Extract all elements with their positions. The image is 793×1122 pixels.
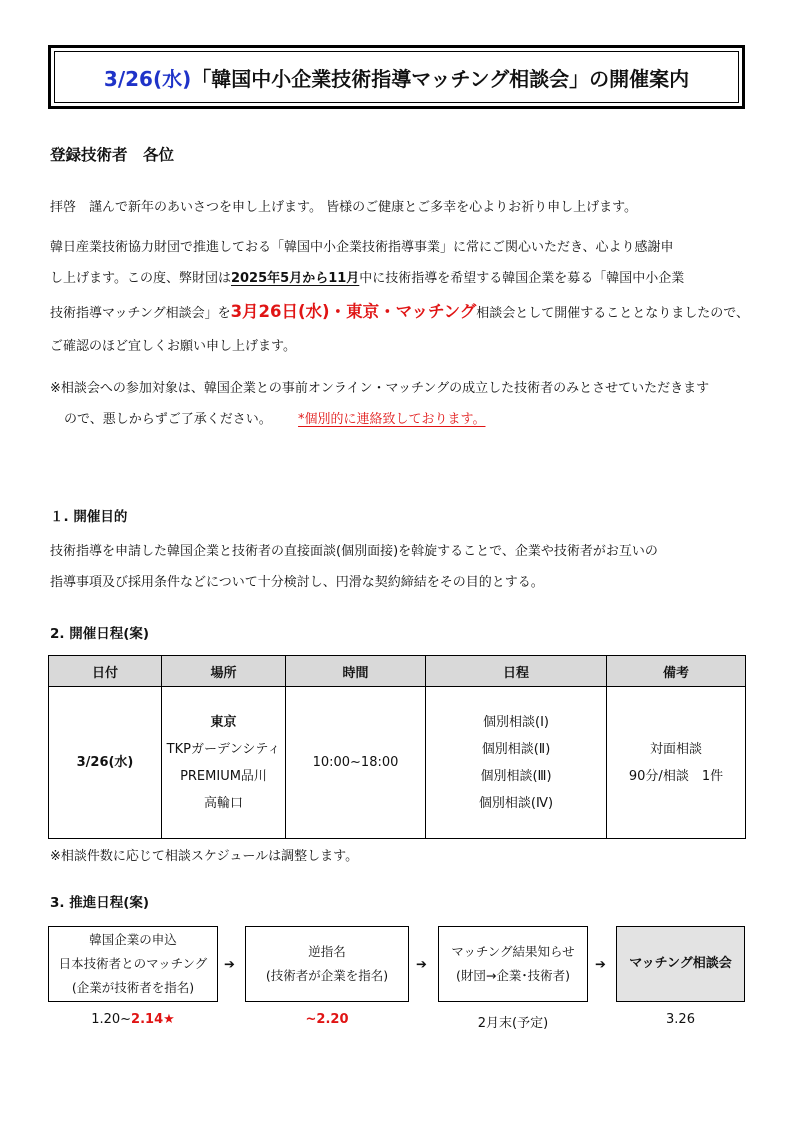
flow-step-4: [616, 926, 745, 1002]
flow-date-3: 2月末(予定): [477, 1016, 549, 1031]
flow-date-1: [48, 1012, 218, 1027]
schedule-footnote: ※相談件数に応じて相談スケジュールは調整します。: [50, 849, 359, 864]
intro-line-4-b: 相談会として開催することとなりましたので、: [476, 306, 750, 321]
table-row: [49, 687, 746, 839]
intro-line-3-b: 中に技術指導を希望する韓国企業を募る「韓国中小企業: [359, 271, 685, 286]
schedule-table: [48, 655, 746, 839]
place-city: 東京: [210, 714, 237, 730]
salutation: 登録技術者 各位: [50, 146, 175, 164]
flow-step-text: (企業が技術者を指名): [71, 980, 195, 995]
project-period: 2025年5月から11月: [230, 271, 360, 286]
participation-note-line-2: [64, 405, 486, 434]
flow-step-2: [245, 926, 409, 1002]
flow-step-text: (財団→企業･技術者): [456, 968, 570, 983]
intro-line-3-a: し上げます。この度、弊財団は: [50, 271, 231, 286]
flow-step-1: [48, 926, 218, 1002]
intro-line-4: [50, 297, 749, 328]
section-1-line-2: 指導事項及び採用条件などについて十分検討し、円滑な契約締結をその目的とする。: [50, 575, 544, 590]
section-1-line-1: 技術指導を申請した韓国企業と技術者の直接面談(個別面接)を斡旋することで、企業や技術者がお互いの: [50, 544, 658, 559]
remark-line-2: 90分/相談 1件: [628, 768, 724, 784]
arrow-icon: ➔: [224, 957, 235, 973]
flow-date-deadline: ~2.20: [305, 1012, 349, 1027]
flow-step-text: 逆指名: [308, 944, 346, 959]
schedule-item: 個別相談(Ⅲ): [480, 768, 552, 784]
arrow-icon: ➔: [416, 957, 427, 973]
flow-step-text: マッチング相談会: [629, 956, 732, 971]
section-2-heading: 2. 開催日程(案): [50, 626, 150, 642]
column-header-schedule: 日程: [426, 656, 607, 687]
table-header-row: [49, 656, 746, 687]
schedule-item: 個別相談(Ⅰ): [483, 714, 549, 730]
intro-line-4-a: 技術指導マッチング相談会」を: [50, 306, 231, 321]
schedule-item: 個別相談(Ⅱ): [481, 741, 551, 757]
event-highlight: 3月26日(水)・東京・マッチング: [230, 302, 477, 321]
column-header-date: 日付: [49, 656, 162, 687]
column-header-time: 時間: [286, 656, 426, 687]
flow-date-4: 3.26: [666, 1012, 695, 1027]
flow-date-deadline: 2.14★: [131, 1012, 175, 1027]
participation-note-text: ので、悪しからずご了承ください。: [64, 412, 272, 427]
participation-note-line-1: ※相談会への参加対象は、韓国企業との事前オンライン・マッチングの成立した技術者のみとさせていただきます: [50, 381, 710, 396]
intro-line-5: ご確認のほど宜しくお願い申し上げます。: [50, 339, 296, 354]
column-header-place: 場所: [162, 656, 286, 687]
cell-schedule: [426, 687, 607, 839]
contact-note: *個別的に連絡致しております。: [298, 412, 486, 427]
title-date: 3/26(水): [103, 66, 192, 91]
flow-step-text: 日本技術者とのマッチング: [58, 956, 208, 971]
section-3-heading: 3. 推進日程(案): [50, 895, 150, 911]
column-header-remarks: 備考: [607, 656, 746, 687]
place-venue-3: 高輪口: [203, 795, 243, 811]
schedule-item: 個別相談(Ⅳ): [478, 795, 554, 811]
intro-line-3: [50, 264, 684, 293]
document-title: [54, 51, 739, 103]
place-venue-2: PREMIUM品川: [180, 768, 267, 784]
intro-line-1: 拝啓 謹んで新年のあいさつを申し上げます。 皆様のご健康とご多幸を心よりお祈り申し上げます。: [50, 200, 638, 215]
title-main: 「韓国中小企業技術指導マッチング相談会」の開催案内: [191, 66, 690, 91]
cell-date: 3/26(水): [49, 687, 162, 839]
flow-step-text: マッチング結果知らせ: [451, 944, 575, 959]
flow-step-text: (技術者が企業を指名): [265, 968, 389, 983]
place-venue-1: TKPガーデンシティ: [166, 741, 281, 757]
cell-time: 10:00~18:00: [286, 687, 426, 839]
intro-line-2: 韓日産業技術協力財団で推進しておる「韓国中小企業技術指導事業」に常にご関心いただき、心より感謝申: [50, 240, 674, 255]
flow-step-3: [438, 926, 588, 1002]
arrow-icon: ➔: [595, 957, 606, 973]
cell-remarks: [607, 687, 746, 839]
flow-step-text: 韓国企業の申込: [89, 932, 177, 947]
remark-line-1: 対面相談: [649, 741, 702, 757]
title-box: [48, 45, 745, 109]
flow-date-start: 1.20~: [91, 1012, 132, 1027]
cell-place: [162, 687, 286, 839]
flow-date-2: [245, 1012, 409, 1027]
section-1-heading: １. 開催目的: [50, 509, 128, 525]
